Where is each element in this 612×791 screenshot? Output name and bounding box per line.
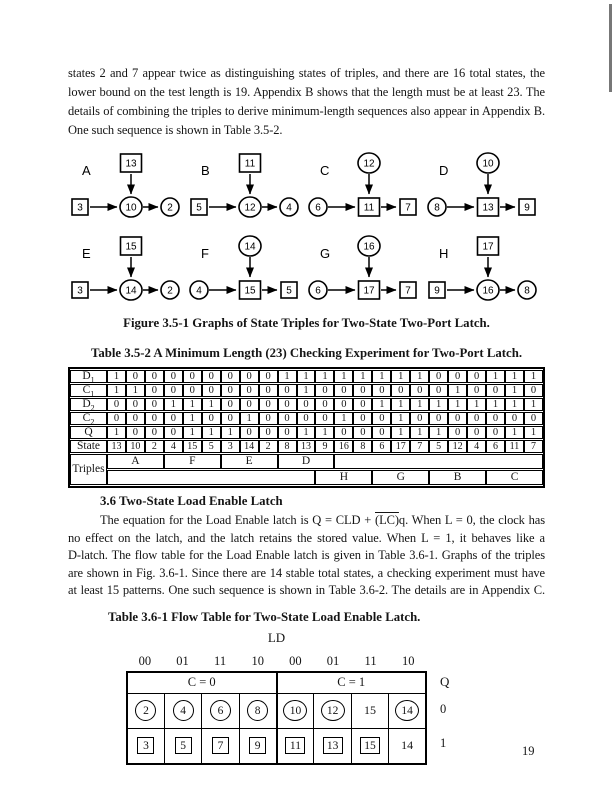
state-cell: 11 xyxy=(505,440,524,453)
bit-cell: 0 xyxy=(334,398,353,411)
bit-cell: 0 xyxy=(467,426,486,439)
bit-cell: 0 xyxy=(221,384,240,397)
state-cell: 13 xyxy=(107,440,126,453)
bit-cell: 0 xyxy=(334,426,353,439)
input-column-header: 01 xyxy=(326,653,340,668)
input-column-header: 11 xyxy=(364,653,377,668)
state-triple-graph-A xyxy=(68,150,187,224)
state-row-label: State xyxy=(70,440,107,453)
node-value: 5 xyxy=(196,202,202,214)
figure-351 xyxy=(68,150,545,331)
bit-cell: 0 xyxy=(164,384,183,397)
bit-cell: 0 xyxy=(240,426,259,439)
state-cell: 13 xyxy=(297,440,316,453)
node-value: 15 xyxy=(244,285,256,297)
flow-table-body xyxy=(127,672,426,764)
unstable-state-box: 3 xyxy=(137,737,154,754)
stable-state-circle: 10 xyxy=(283,700,307,721)
flow-table-row xyxy=(126,671,486,765)
bit-cell: 1 xyxy=(410,398,429,411)
input-column-header: 00 xyxy=(138,653,152,668)
state-triple-graph-C xyxy=(306,150,425,224)
state-cell: 10 xyxy=(126,440,145,453)
node-value: 3 xyxy=(77,202,83,214)
bit-cell: 0 xyxy=(315,384,334,397)
paragraph-line: are shown in Fig. 3.6-1. Since there are 14 stable total states, a checking experiment must have xyxy=(68,565,545,580)
bit-cell: 1 xyxy=(505,398,524,411)
intro-paragraph xyxy=(68,64,545,140)
node-value: 16 xyxy=(363,241,375,253)
bit-cell: 1 xyxy=(524,398,543,411)
bit-cell: 1 xyxy=(505,426,524,439)
bit-cell: 0 xyxy=(486,412,505,425)
state-triple-graph-H xyxy=(425,233,544,307)
bit-cell: 0 xyxy=(259,398,278,411)
node-value: 14 xyxy=(125,285,137,297)
flow-cell xyxy=(351,728,388,764)
bit-cell: 0 xyxy=(164,426,183,439)
flow-cell xyxy=(239,693,276,728)
equation-suffix-text: q. When L = 0, the clock has xyxy=(398,513,545,527)
state-cell: 4 xyxy=(467,440,486,453)
bit-cell: 0 xyxy=(334,384,353,397)
state-cell: 15 xyxy=(183,440,202,453)
paragraph-line: D-latch. The flow table for the Load Enable latch is given in Table 3.6-1. Graphs of the triples xyxy=(68,548,545,562)
unstable-state-box: 7 xyxy=(212,737,229,754)
signal-row-label: Q xyxy=(70,426,107,439)
bit-cell: 0 xyxy=(297,412,316,425)
bit-cell: 1 xyxy=(524,426,543,439)
bit-cell: 0 xyxy=(315,398,334,411)
bit-cell: 1 xyxy=(183,398,202,411)
bit-cell: 1 xyxy=(486,398,505,411)
node-value: 10 xyxy=(125,202,137,214)
triple-group-cell: H xyxy=(315,470,372,485)
q-row-label-1: 1 xyxy=(440,736,447,750)
flow-cell xyxy=(202,693,239,728)
figure-row-1 xyxy=(68,150,545,224)
stable-state-circle: 12 xyxy=(321,700,345,721)
state-cell: 14 xyxy=(240,440,259,453)
node-value: 9 xyxy=(434,285,440,297)
unstable-state-box: 15 xyxy=(360,737,380,754)
state-cell: 9 xyxy=(315,440,334,453)
node-value: 6 xyxy=(315,285,321,297)
bit-cell: 1 xyxy=(315,370,334,383)
state-cell: 17 xyxy=(391,440,410,453)
triple-group-cell xyxy=(107,470,315,485)
input-column-header: 00 xyxy=(289,653,302,668)
triple-graph-svg xyxy=(425,150,544,224)
bit-cell: 0 xyxy=(486,426,505,439)
state-cell: 8 xyxy=(278,440,297,453)
input-column-header: 11 xyxy=(214,653,227,668)
node-value: 11 xyxy=(363,202,375,214)
paragraph-line: states 2 and 7 appear twice as distinguishing states of triples, and there are 16 total states, the xyxy=(68,66,545,80)
paragraph-line: details of combining the triples to derive minimum-length sequences also appear in Appendix B. xyxy=(68,104,545,118)
bit-cell: 0 xyxy=(448,370,467,383)
bit-cell: 0 xyxy=(467,370,486,383)
flow-cell xyxy=(314,693,351,728)
bit-cell: 0 xyxy=(202,370,221,383)
bit-cell: 0 xyxy=(126,426,145,439)
bit-cell: 0 xyxy=(240,370,259,383)
bit-cell: 0 xyxy=(429,370,448,383)
bit-cell: 0 xyxy=(278,384,297,397)
bit-cell: 1 xyxy=(278,370,297,383)
bit-cell: 1 xyxy=(505,370,524,383)
bit-cell: 0 xyxy=(164,370,183,383)
graph-label: D xyxy=(439,163,449,178)
paragraph-line: One such sequence is shown in Table 3.5-2. xyxy=(68,123,283,137)
ld-axis-label: LD xyxy=(267,629,286,645)
signal-row-label: $C_1$ xyxy=(70,384,107,397)
node-value: 11 xyxy=(244,158,256,170)
triple-graph-svg xyxy=(187,233,306,307)
bit-cell: 0 xyxy=(145,412,164,425)
node-value: 12 xyxy=(244,202,256,214)
bit-cell: 0 xyxy=(145,370,164,383)
triples-row-label: Triples xyxy=(70,454,107,485)
node-value: 4 xyxy=(286,202,292,214)
bit-cell: 1 xyxy=(126,384,145,397)
bit-cell: 1 xyxy=(467,398,486,411)
unstable-state-box: 9 xyxy=(249,737,266,754)
checking-experiment-table xyxy=(68,367,545,488)
triple-group-cell: D xyxy=(278,454,335,469)
state-cell: 12 xyxy=(448,440,467,453)
bit-cell: 0 xyxy=(372,412,391,425)
state-cell: 8 xyxy=(353,440,372,453)
bit-cell: 0 xyxy=(107,412,126,425)
state-triple-graph-B xyxy=(187,150,306,224)
bit-cell: 0 xyxy=(448,412,467,425)
bit-cell: 1 xyxy=(391,398,410,411)
unstable-state-box: 5 xyxy=(175,737,192,754)
input-column-header: 01 xyxy=(176,653,189,668)
bit-cell: 0 xyxy=(145,384,164,397)
node-value: 12 xyxy=(363,158,375,170)
bit-cell: 0 xyxy=(410,412,429,425)
bit-cell: 0 xyxy=(278,398,297,411)
flow-cell xyxy=(127,693,164,728)
bit-cell: 0 xyxy=(240,384,259,397)
bit-cell: 1 xyxy=(297,426,316,439)
bit-cell: 0 xyxy=(353,426,372,439)
input-column-header: 10 xyxy=(401,653,415,668)
state-cell: 7 xyxy=(524,440,543,453)
state-cell: 4 xyxy=(164,440,183,453)
bit-cell: 0 xyxy=(429,412,448,425)
triple-group-cell: B xyxy=(429,470,486,485)
signal-row-label: $C_2$ xyxy=(70,412,107,425)
bit-cell: 0 xyxy=(259,426,278,439)
bit-cell: 1 xyxy=(486,370,505,383)
triple-graph-svg xyxy=(306,233,425,307)
q-row-label-0: 0 xyxy=(440,702,447,716)
node-value: 8 xyxy=(524,285,530,297)
state-value: 14 xyxy=(401,738,414,752)
flow-cell xyxy=(314,728,351,764)
bit-cell: 0 xyxy=(221,412,240,425)
flow-cell xyxy=(389,693,426,728)
input-column-headers xyxy=(126,654,427,669)
flow-cell xyxy=(202,728,239,764)
bit-cell: 0 xyxy=(259,384,278,397)
state-cell: 6 xyxy=(486,440,505,453)
bit-cell: 1 xyxy=(183,426,202,439)
triple-group-cell: F xyxy=(164,454,221,469)
bit-cell: 1 xyxy=(202,398,221,411)
bit-cell: 0 xyxy=(240,398,259,411)
state-cell: 16 xyxy=(334,440,353,453)
section-header-c0: C = 0 xyxy=(127,672,277,694)
paragraph-line: lower bound on the test length is 19. Appendix B shows that the length must be at least 23. The xyxy=(68,85,545,99)
stable-state-circle: 14 xyxy=(395,700,419,721)
triple-group-cell: G xyxy=(372,470,429,485)
page-number: 19 xyxy=(522,744,535,758)
unstable-state-box: 13 xyxy=(323,737,343,754)
flow-cell xyxy=(351,693,388,728)
bit-cell: 0 xyxy=(315,412,334,425)
bit-cell: 0 xyxy=(202,412,221,425)
node-value: 7 xyxy=(405,285,411,297)
node-value: 7 xyxy=(405,202,411,214)
node-value: 14 xyxy=(244,241,256,253)
bit-cell: 1 xyxy=(107,384,126,397)
bit-cell: 0 xyxy=(183,384,202,397)
state-value: 15 xyxy=(363,703,376,717)
graph-label: B xyxy=(201,163,210,178)
bit-cell: 1 xyxy=(391,426,410,439)
section-36-heading: 3.6 Two-State Load Enable Latch xyxy=(100,494,283,508)
node-value: 2 xyxy=(167,285,173,297)
state-cell: 6 xyxy=(372,440,391,453)
node-value: 6 xyxy=(315,202,321,214)
node-value: 17 xyxy=(363,285,375,297)
triple-group-cell xyxy=(334,454,543,469)
bit-cell: 0 xyxy=(391,384,410,397)
state-triple-graph-F xyxy=(187,233,306,307)
q-column xyxy=(440,671,449,765)
graph-label: A xyxy=(82,163,91,178)
bit-cell: 0 xyxy=(372,384,391,397)
stable-state-circle: 4 xyxy=(173,700,194,721)
bit-cell: 1 xyxy=(202,426,221,439)
graph-label: F xyxy=(201,246,209,261)
bit-cell: 0 xyxy=(126,412,145,425)
bit-cell: 0 xyxy=(372,426,391,439)
bit-cell: 0 xyxy=(164,412,183,425)
unstable-state-box: 11 xyxy=(285,737,305,754)
t352-body xyxy=(70,370,543,485)
bit-cell: 1 xyxy=(221,426,240,439)
bit-cell: 0 xyxy=(524,384,543,397)
bit-cell: 0 xyxy=(126,370,145,383)
bit-cell: 0 xyxy=(353,412,372,425)
triple-group-cell: A xyxy=(107,454,164,469)
bit-cell: 1 xyxy=(315,426,334,439)
table-352-title: Table 3.5-2 A Minimum Length (23) Checking Experiment for Two-Port Latch. xyxy=(90,346,523,360)
bit-cell: 1 xyxy=(391,412,410,425)
bit-cell: 1 xyxy=(410,370,429,383)
node-value: 2 xyxy=(167,202,173,214)
signal-row-label: $D_1$ xyxy=(70,370,107,383)
bit-cell: 0 xyxy=(183,370,202,383)
bit-cell: 1 xyxy=(334,370,353,383)
bit-cell: 0 xyxy=(145,398,164,411)
bit-cell: 0 xyxy=(297,398,316,411)
paragraph-line: no effect on the latch, and the latch retains the stored value. When L = 1, it behaves like a xyxy=(68,530,545,545)
bit-cell: 0 xyxy=(429,384,448,397)
node-value: 13 xyxy=(125,158,137,170)
stable-state-circle: 8 xyxy=(247,700,268,721)
triple-group-cell: C xyxy=(486,470,543,485)
bit-cell: 1 xyxy=(183,412,202,425)
bit-cell: 1 xyxy=(240,412,259,425)
bit-cell: 0 xyxy=(467,384,486,397)
node-value: 8 xyxy=(434,202,440,214)
section-header-c1: C = 1 xyxy=(277,672,427,694)
node-value: 5 xyxy=(286,285,292,297)
bit-cell: 1 xyxy=(107,370,126,383)
bit-cell: 1 xyxy=(429,398,448,411)
bit-cell: 1 xyxy=(505,384,524,397)
equation-prefix-text: The equation for the Load Enable latch is Q = CLD + xyxy=(100,513,376,527)
flow-table-area xyxy=(126,630,486,765)
state-triple-graph-D xyxy=(425,150,544,224)
state-triple-graph-G xyxy=(306,233,425,307)
section36-paragraph-rest xyxy=(68,512,545,600)
bit-cell: 0 xyxy=(524,412,543,425)
bit-cell: 0 xyxy=(107,398,126,411)
bit-cell: 0 xyxy=(353,384,372,397)
bit-cell: 0 xyxy=(221,370,240,383)
triple-graph-svg xyxy=(306,150,425,224)
triple-graph-svg xyxy=(425,233,544,307)
bit-cell: 1 xyxy=(297,384,316,397)
bit-cell: 1 xyxy=(372,398,391,411)
bit-cell: 1 xyxy=(164,398,183,411)
graph-label: C xyxy=(320,163,330,178)
q-label: Q xyxy=(440,673,450,689)
node-value: 17 xyxy=(482,241,494,253)
table-361-title: Table 3.6-1 Flow Table for Two-State Load Enable Latch. xyxy=(108,609,421,624)
flow-cell xyxy=(239,728,276,764)
bit-cell: 0 xyxy=(448,426,467,439)
state-triple-graph-E xyxy=(68,233,187,307)
triple-graph-svg xyxy=(68,150,187,224)
bit-cell: 0 xyxy=(353,398,372,411)
node-value: 13 xyxy=(482,202,494,214)
node-value: 15 xyxy=(125,241,137,253)
graph-label: H xyxy=(439,246,449,261)
flow-cell xyxy=(164,728,201,764)
triple-group-cell: E xyxy=(221,454,278,469)
paragraph-line xyxy=(68,512,545,530)
bit-cell: 0 xyxy=(467,412,486,425)
bit-cell: 1 xyxy=(372,370,391,383)
bit-cell: 1 xyxy=(107,426,126,439)
state-cell: 2 xyxy=(259,440,278,453)
flow-cell xyxy=(389,728,426,764)
state-cell: 5 xyxy=(202,440,221,453)
flow-cell xyxy=(277,693,314,728)
bit-cell: 0 xyxy=(126,398,145,411)
state-cell: 5 xyxy=(429,440,448,453)
state-cell: 7 xyxy=(410,440,429,453)
graph-label: E xyxy=(82,246,91,261)
bit-cell: 1 xyxy=(448,384,467,397)
bit-cell: 0 xyxy=(410,384,429,397)
stable-state-circle: 2 xyxy=(135,700,156,721)
bit-cell: 1 xyxy=(448,398,467,411)
graph-label: G xyxy=(320,246,331,261)
bit-cell: 0 xyxy=(202,384,221,397)
bit-cell: 1 xyxy=(297,370,316,383)
bit-cell: 0 xyxy=(221,398,240,411)
bit-cell: 1 xyxy=(391,370,410,383)
stable-state-circle: 6 xyxy=(210,700,231,721)
node-value: 9 xyxy=(524,202,530,214)
flow-cell xyxy=(127,728,164,764)
page-content xyxy=(68,64,545,765)
flow-table xyxy=(126,671,427,765)
bit-cell: 0 xyxy=(278,412,297,425)
bit-cell: 1 xyxy=(410,426,429,439)
bit-cell: 1 xyxy=(334,412,353,425)
input-column-header: 10 xyxy=(251,653,264,668)
bit-cell: 0 xyxy=(486,384,505,397)
node-value: 10 xyxy=(482,158,494,170)
bit-cell: 0 xyxy=(259,412,278,425)
bit-cell: 1 xyxy=(524,370,543,383)
flow-cell xyxy=(277,728,314,764)
bit-cell: 0 xyxy=(505,412,524,425)
node-value: 16 xyxy=(482,285,494,297)
signal-row-label: $D_2$ xyxy=(70,398,107,411)
overlined-term: (LC) xyxy=(375,513,399,527)
state-cell: 3 xyxy=(221,440,240,453)
figure-row-2 xyxy=(68,233,545,307)
bit-cell: 0 xyxy=(278,426,297,439)
node-value: 3 xyxy=(77,285,83,297)
flow-cell xyxy=(164,693,201,728)
bit-cell: 0 xyxy=(259,370,278,383)
triple-graph-svg xyxy=(68,233,187,307)
bit-cell: 1 xyxy=(429,426,448,439)
node-value: 4 xyxy=(196,285,202,297)
bit-cell: 1 xyxy=(353,370,372,383)
state-cell: 2 xyxy=(145,440,164,453)
figure-caption: Figure 3.5-1 Graphs of State Triples for Two-State Two-Port Latch. xyxy=(123,316,490,330)
paragraph-line: at least 15 patterns. One such sequence is shown in Table 3.6-2. The details are in Appendix C. xyxy=(68,583,545,597)
bit-cell: 0 xyxy=(145,426,164,439)
triple-graph-svg xyxy=(187,150,306,224)
